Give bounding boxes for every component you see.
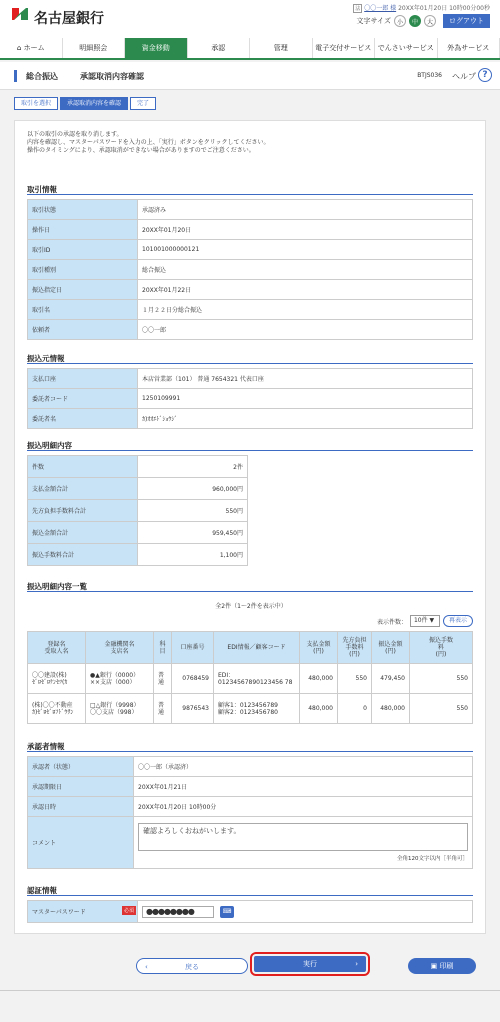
- row-label: 振込金額合計: [28, 522, 138, 544]
- font-size-medium-button[interactable]: 中: [409, 15, 421, 27]
- row-label: 委託者コード: [28, 389, 138, 409]
- section-title-detail: 振込明細内容: [27, 441, 72, 450]
- row-value: 20XX年01月20日: [138, 220, 473, 240]
- column-header: EDI情報／顧客コード: [214, 632, 300, 664]
- cell-type: 普通: [154, 694, 172, 724]
- row-value: １月２２日分総合振込: [138, 300, 473, 320]
- footer-divider: [0, 990, 500, 991]
- table-row: [28, 544, 473, 566]
- page-subtitle: 承認取消内容確認: [80, 72, 144, 81]
- cell-bank: ●▲銀行（0000） ××支店（000）: [86, 664, 154, 694]
- user-name-link[interactable]: 〇〇一郎 様: [364, 5, 397, 12]
- table-row: [28, 260, 473, 280]
- table-row: [28, 200, 473, 220]
- nav-e-delivery[interactable]: 電子交付サービス: [313, 38, 376, 58]
- row-value: 959,450円: [138, 522, 248, 544]
- row-value: 960,000円: [138, 478, 248, 500]
- table-row: [28, 300, 473, 320]
- table-row: [28, 389, 473, 409]
- column-header: 口座番号: [172, 632, 214, 664]
- row-value: 〇〇一郎（承認済）: [134, 757, 473, 777]
- bank-name: 名古屋銀行: [34, 11, 104, 27]
- comment-limit: 全角120文字以内［半角可］: [397, 856, 468, 862]
- page-title: 総合振込: [26, 72, 58, 81]
- table-row: [28, 522, 473, 544]
- column-header: 先方負担 手数料 (円): [338, 632, 372, 664]
- required-badge: 必須: [124, 908, 135, 914]
- row-spacer: [248, 544, 473, 566]
- table-row: [28, 817, 473, 869]
- help-icon[interactable]: ?: [478, 68, 492, 82]
- nav-management[interactable]: 管理: [250, 38, 313, 58]
- step-complete: 完了: [130, 97, 156, 110]
- column-header: 振込金額 (円): [372, 632, 410, 664]
- column-header: 金融機関名 支店名: [86, 632, 154, 664]
- row-value: 1,100円: [138, 544, 248, 566]
- row-spacer: [248, 456, 473, 478]
- software-keyboard-icon[interactable]: ⌨: [220, 906, 234, 918]
- cell-edi: EDI： 01234567890123456 78: [214, 664, 300, 694]
- section-rule: [27, 895, 473, 896]
- row-label: 操作日: [28, 220, 138, 240]
- last-login: 20XX年01月20日 10時00分00秒: [398, 5, 490, 12]
- back-button[interactable]: [136, 958, 248, 974]
- cell-payee: 〇〇建設(株) ｾﾞﾛｾﾞﾛｹﾝｾﾂ(ｶ: [28, 664, 86, 694]
- print-label: 印刷: [439, 962, 454, 970]
- cell-type: 普通: [154, 664, 172, 694]
- row-spacer: [248, 522, 473, 544]
- cell-account: 9876543: [172, 694, 214, 724]
- cell-fee-payee: 550: [338, 664, 372, 694]
- row-value: 20XX年01月22日: [138, 280, 473, 300]
- row-spacer: [248, 500, 473, 522]
- intro-line: 内容を確認し、マスターパスワードを入力の上、「実行」ボタンをクリックしてください。: [27, 139, 270, 146]
- section-rule: [27, 363, 473, 364]
- section-rule: [27, 751, 473, 752]
- font-size-large-button[interactable]: 大: [424, 15, 436, 27]
- nav-fund-transfer[interactable]: 資金移動: [125, 38, 188, 58]
- row-value: 20XX年01月21日: [134, 777, 473, 797]
- row-label: 支払口座: [28, 369, 138, 389]
- per-page-label: 表示件数：: [376, 618, 407, 626]
- chevron-right-icon: ›: [355, 960, 358, 968]
- detail-table: [27, 455, 473, 566]
- table-row: [28, 280, 473, 300]
- font-size-label: 文字サイズ: [356, 17, 391, 25]
- table-row: [28, 694, 473, 724]
- row-label: 先方負担手数料合計: [28, 500, 138, 522]
- nav-statements[interactable]: 明細照会: [63, 38, 126, 58]
- cell-payment: 480,000: [300, 694, 338, 724]
- cell-fee: 550: [410, 694, 473, 724]
- per-page-select[interactable]: [410, 615, 440, 627]
- nav-home-label: ホーム: [23, 44, 45, 52]
- row-label: 取引ID: [28, 240, 138, 260]
- row-label: 依頼者: [28, 320, 138, 340]
- approver-table: [27, 756, 473, 869]
- row-value: 20XX年01月20日 10時00分: [134, 797, 473, 817]
- cell-bank: □△銀行（9998） 〇〇支店（998）: [86, 694, 154, 724]
- table-row: [28, 901, 473, 923]
- execute-button[interactable]: [254, 956, 366, 972]
- row-label: 取引状態: [28, 200, 138, 220]
- step-select: 取引を選択: [14, 97, 58, 110]
- section-title-approver: 承認者情報: [27, 742, 65, 751]
- column-header: 科目: [154, 632, 172, 664]
- row-label: 件数: [28, 456, 138, 478]
- row-label: 承認日時: [28, 797, 134, 817]
- row-label: 委託者名: [28, 409, 138, 429]
- table-row: [28, 664, 473, 694]
- action-bar: [14, 942, 486, 984]
- row-label: 取引名: [28, 300, 138, 320]
- column-header: 振込手数 料 (円): [410, 632, 473, 664]
- dropdown-arrow-icon: ▼: [429, 617, 435, 624]
- nav-approval[interactable]: 承認: [188, 38, 251, 58]
- help-link[interactable]: ヘルプ: [452, 72, 476, 81]
- table-row: [28, 777, 473, 797]
- redisplay-button[interactable]: 再表示: [443, 615, 473, 627]
- section-rule: [27, 591, 473, 592]
- step-confirm: 承認取消内容を確認: [60, 97, 128, 110]
- font-size-control: [357, 14, 490, 28]
- password-group: [142, 906, 468, 918]
- section-rule: [27, 194, 473, 195]
- table-header-row: [28, 632, 473, 664]
- row-label: 取引種別: [28, 260, 138, 280]
- cell-account: 0768459: [172, 664, 214, 694]
- table-row: [28, 478, 473, 500]
- table-row: [28, 240, 473, 260]
- nav-forex[interactable]: 外為サービス: [438, 38, 500, 58]
- table-row: [28, 369, 473, 389]
- transfer-list-table: [27, 631, 473, 724]
- cell-payment: 480,000: [300, 664, 338, 694]
- login-info: [353, 3, 490, 13]
- intro-line: 操作のタイミングにより、承認取消ができない場合がありますのでご注意ください。: [27, 147, 255, 154]
- master-password-input[interactable]: ●●●●●●●●: [142, 906, 214, 918]
- step-indicator: [14, 97, 158, 110]
- row-value: 〇〇一郎: [138, 320, 473, 340]
- cell-payee: (株)〇〇不動産 ｶ)ｾﾞﾛｾﾞﾛﾌﾄﾞｳｻﾝ: [28, 694, 86, 724]
- section-title-src: 振込元情報: [27, 354, 65, 363]
- chevron-left-icon: ‹: [145, 963, 148, 971]
- table-row: [28, 456, 473, 478]
- page-title-bar: [0, 62, 500, 90]
- comment-textarea[interactable]: [138, 823, 468, 851]
- table-row: [28, 320, 473, 340]
- row-value: 承認済み: [138, 200, 473, 220]
- table-row: [28, 757, 473, 777]
- per-page-value: 10件: [413, 617, 428, 624]
- comment-value: 確認よろしくおねがいします。: [143, 827, 241, 835]
- per-page-control: [377, 615, 473, 627]
- record-count: 全2件（1～2件を表示中）: [215, 603, 287, 610]
- font-size-small-button[interactable]: 小: [394, 15, 406, 27]
- column-header: 支払金額 (円): [300, 632, 338, 664]
- intro-line: 以下の取引の承認を取り消します。: [27, 131, 123, 138]
- back-label: 戻る: [185, 963, 199, 971]
- screen-code: BTJS036: [417, 72, 442, 79]
- nav-densai[interactable]: でんさいサービス: [375, 38, 438, 58]
- column-header: 登録名 受取人名: [28, 632, 86, 664]
- table-row: [28, 409, 473, 429]
- cell-transfer: 480,000: [372, 694, 410, 724]
- logout-button[interactable]: ログアウト: [443, 14, 490, 28]
- intro-text: [27, 131, 269, 155]
- row-label: 振込手数料合計: [28, 544, 138, 566]
- bank-logo-icon: [10, 6, 30, 28]
- section-rule: [27, 450, 473, 451]
- cell-transfer: 479,450: [372, 664, 410, 694]
- src-table: [27, 368, 473, 429]
- section-title-tx: 取引情報: [27, 185, 57, 194]
- print-button[interactable]: [408, 958, 476, 974]
- header: [0, 0, 500, 38]
- exec-label: 実行: [303, 960, 317, 968]
- user-tag: 法: [355, 6, 361, 12]
- password-label-cell: [28, 901, 138, 923]
- cell-edi: 顧客1：0123456789 顧客2：0123456780: [214, 694, 300, 724]
- comment-cell: [134, 817, 473, 869]
- printer-icon: ▣: [430, 962, 440, 970]
- content-panel: [14, 120, 486, 934]
- row-label: 承認期限日: [28, 777, 134, 797]
- section-title-auth: 認証情報: [27, 886, 57, 895]
- row-value: ｶ)ｵｵｴﾄﾞｼｮｳｼﾞ: [138, 409, 473, 429]
- row-label: 支払金額合計: [28, 478, 138, 500]
- home-icon: ⌂: [16, 44, 24, 52]
- cell-fee: 550: [410, 664, 473, 694]
- row-value: 101001000000121: [138, 240, 473, 260]
- table-row: [28, 797, 473, 817]
- table-row: [28, 500, 473, 522]
- row-label: 承認者（状態）: [28, 757, 134, 777]
- section-title-list: 振込明細内容一覧: [27, 582, 87, 591]
- row-value: 550円: [138, 500, 248, 522]
- title-accent: [14, 70, 17, 82]
- cell-fee-payee: 0: [338, 694, 372, 724]
- row-value: 2件: [138, 456, 248, 478]
- row-spacer: [248, 478, 473, 500]
- row-value: 本店営業部（101） 普通 7654321 代表口座: [138, 369, 473, 389]
- row-label: 振込指定日: [28, 280, 138, 300]
- password-label: マスターパスワード: [32, 909, 86, 916]
- tx-table: [27, 199, 473, 340]
- password-cell: [138, 901, 473, 923]
- auth-table: [27, 900, 473, 923]
- table-row: [28, 220, 473, 240]
- comment-label: コメント: [28, 817, 134, 869]
- row-value: 総合振込: [138, 260, 473, 280]
- nav-home[interactable]: [0, 38, 63, 58]
- row-value: 1250109991: [138, 389, 473, 409]
- global-nav: [0, 38, 500, 60]
